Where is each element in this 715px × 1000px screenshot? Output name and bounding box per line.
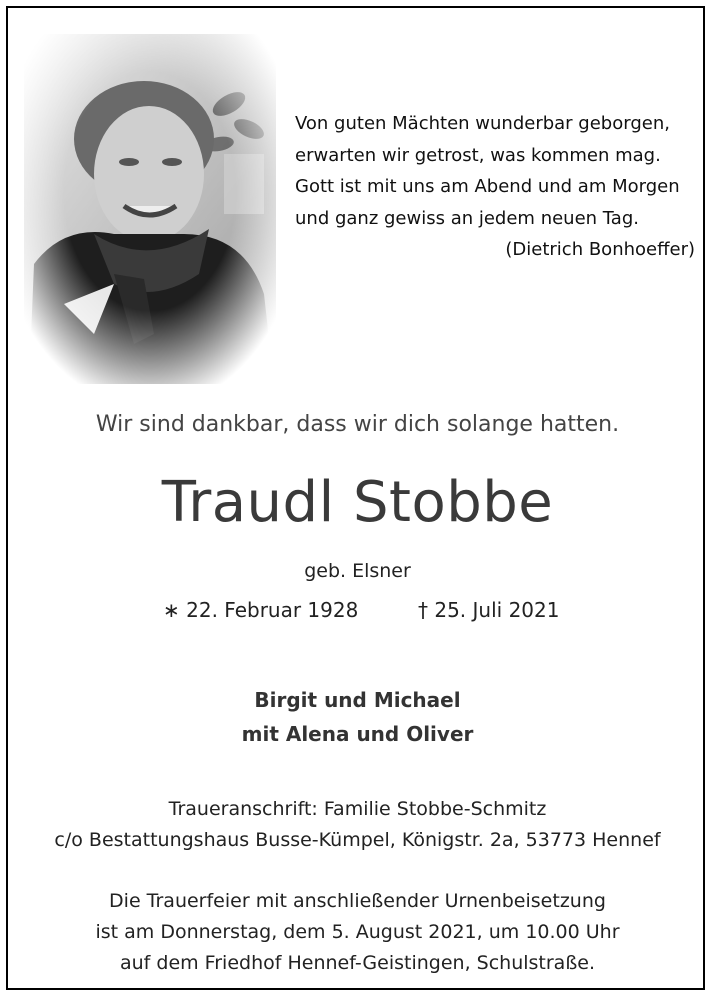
bonhoeffer-quote — [295, 108, 695, 266]
quote-line: erwarten wir getrost, was kommen mag. — [295, 144, 661, 166]
mourning-address — [0, 794, 715, 856]
service-line: auf dem Friedhof Hennef-Geistingen, Schulstraße. — [119, 952, 596, 974]
quote-attribution: (Dietrich Bonhoeffer) — [505, 239, 695, 260]
motto-text: Wir sind dankbar, dass wir dich solange hatten. — [95, 412, 620, 437]
funeral-service-info — [0, 886, 715, 979]
quote-line: und ganz gewiss an jedem neuen Tag. — [295, 207, 639, 229]
quote-line: Von guten Mächten wunderbar geborgen, — [295, 113, 670, 134]
address-line: Traueranschrift: Familie Stobbe-Schmitz — [168, 798, 547, 820]
death-date: † 25. Juli 2021 — [418, 598, 560, 622]
deceased-name: Traudl Stobbe — [161, 470, 554, 535]
service-line: ist am Donnerstag, dem 5. August 2021, um 10.00 Uhr — [95, 921, 620, 943]
family-line: Birgit und Michael — [254, 688, 461, 712]
quote-line: Gott ist mit uns am Abend und am Morgen — [295, 176, 680, 197]
surviving-family — [0, 683, 715, 751]
portrait-photo — [24, 34, 276, 384]
maiden-name: geb. Elsner — [304, 560, 411, 582]
address-line: c/o Bestattungshaus Busse-Kümpel, Königstr. 2a, 53773 Hennef — [54, 829, 661, 851]
birth-date: ∗ 22. Februar 1928 — [163, 598, 359, 622]
service-line: Die Trauerfeier mit anschließender Urnenbeisetzung — [109, 890, 606, 912]
family-line: mit Alena und Oliver — [241, 722, 474, 746]
